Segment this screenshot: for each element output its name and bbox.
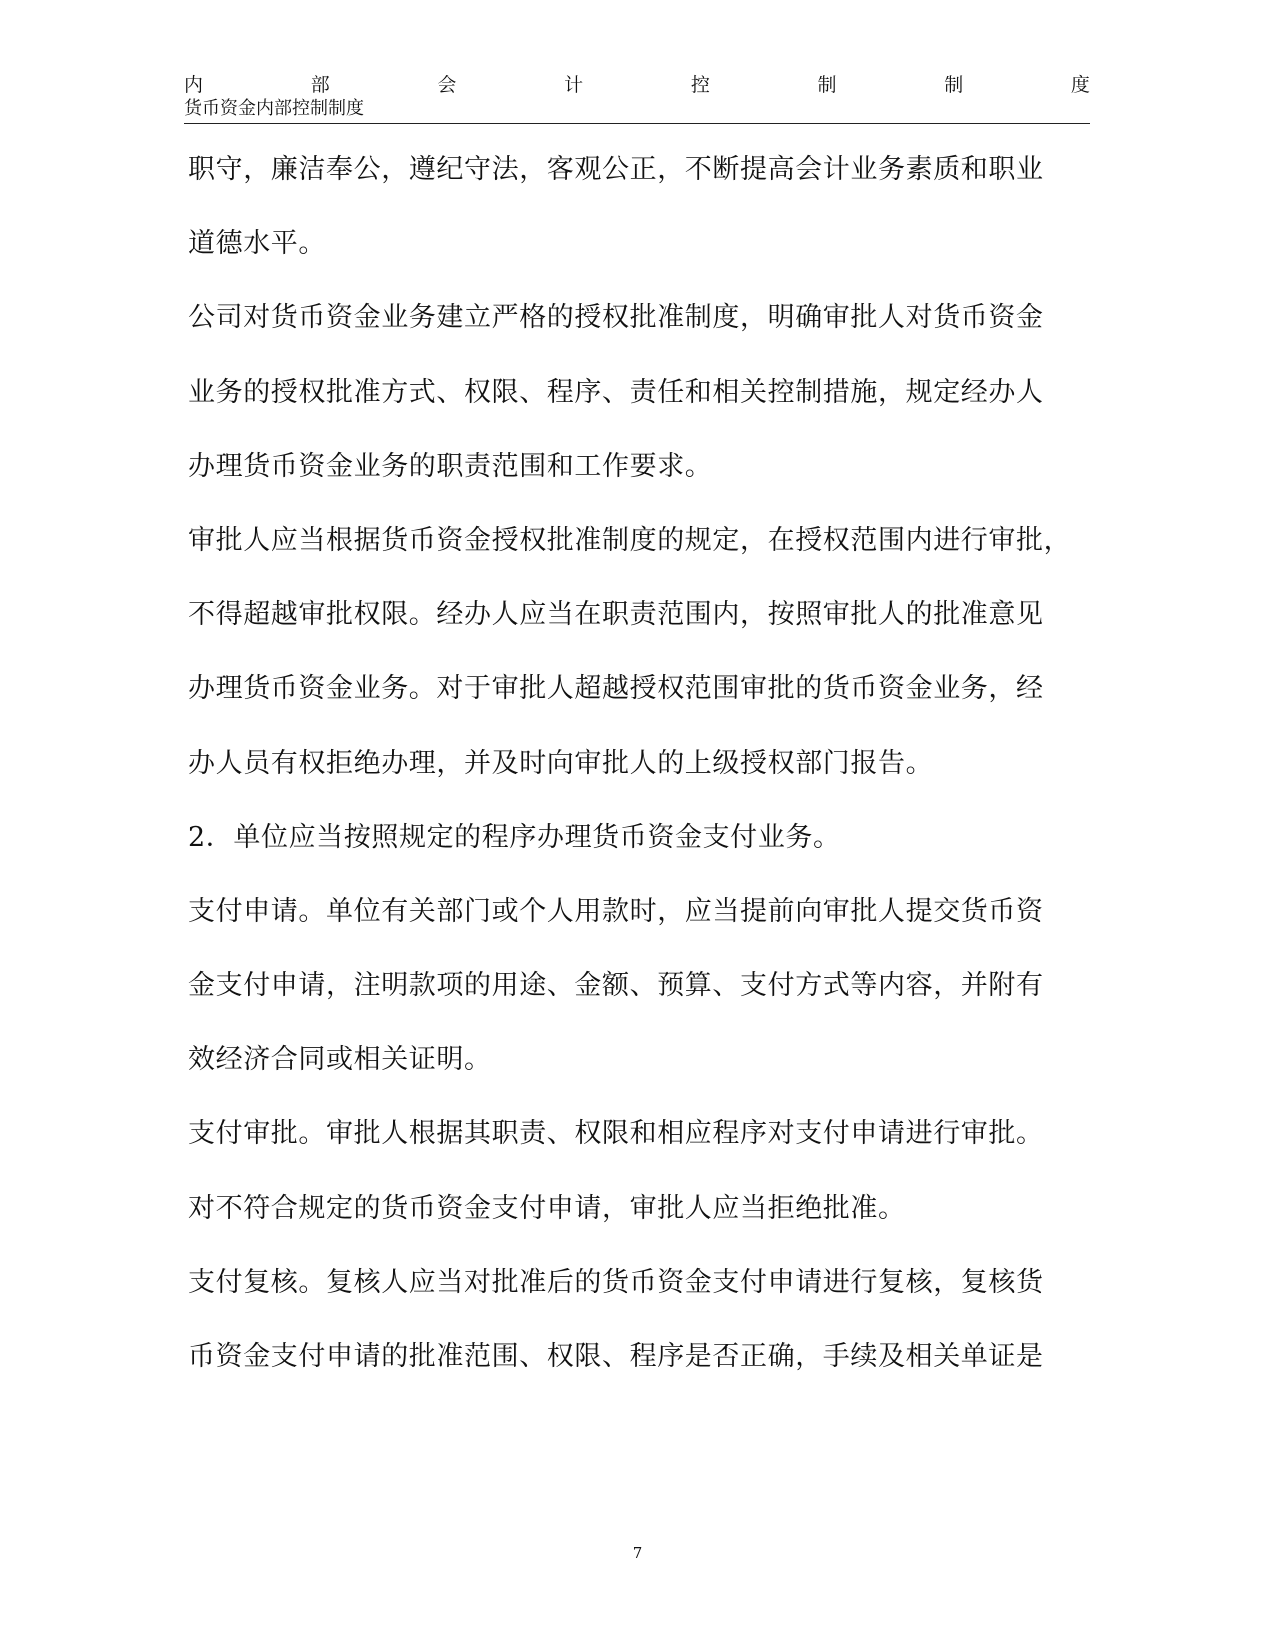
body-line: 办人员有权拒绝办理，并及时向审批人的上级授权部门报告。 [188, 747, 934, 779]
header-divider [184, 123, 1090, 124]
body-text [188, 145, 1100, 1406]
body-line: 支付申请。单位有关部门或个人用款时，应当提前向审批人提交货币资 [188, 895, 1044, 927]
body-line: 公司对货币资金业务建立严格的授权批准制度，明确审批人对货币资金 [188, 302, 1044, 334]
body-line: 支付审批。审批人根据其职责、权限和相应程序对支付申请进行审批。 [188, 1118, 1044, 1150]
page-number: 7 [632, 1544, 643, 1562]
body-line: 职守，廉洁奉公，遵纪守法，客观公正，不断提高会计业务素质和职业 [188, 154, 1044, 185]
body-line: 不得超越审批权限。经办人应当在职责范围内，按照审批人的批准意见 [188, 599, 1044, 631]
body-line: 道德水平。 [188, 228, 326, 260]
header-title [184, 72, 1090, 98]
body-line: 办理货币资金业务。对于审批人超越授权范围审批的货币资金业务，经 [188, 673, 1044, 705]
header-title-char: 内 [184, 74, 204, 96]
body-line: 币资金支付申请的批准范围、权限、程序是否正确，手续及相关单证是 [188, 1341, 1044, 1372]
page-header [184, 72, 1090, 120]
body-line: 业务的授权批准方式、权限、程序、责任和相关控制措施，规定经办人 [188, 376, 1044, 408]
header-title-char: 制 [817, 74, 837, 96]
body-line: 效经济合同或相关证明。 [188, 1044, 492, 1076]
header-title-char: 控 [690, 74, 710, 96]
header-title-char: 计 [564, 74, 584, 96]
header-title-char: 度 [1070, 74, 1090, 96]
header-title-char: 会 [437, 74, 457, 96]
body-line: 审批人应当根据货币资金授权批准制度的规定，在授权范围内进行审批， [188, 524, 1072, 556]
header-subtitle: 货币资金内部控制制度 [184, 98, 364, 119]
body-line: 办理货币资金业务的职责范围和工作要求。 [188, 450, 713, 482]
body-line: 金支付申请，注明款项的用途、金额、预算、支付方式等内容，并附有 [188, 970, 1044, 1002]
header-title-char: 部 [310, 74, 330, 96]
header-title-char: 制 [944, 74, 964, 96]
body-line: 对不符合规定的货币资金支付申请，审批人应当拒绝批准。 [188, 1192, 906, 1224]
body-line: 支付复核。复核人应当对批准后的货币资金支付申请进行复核，复核货 [188, 1266, 1044, 1298]
body-line: 2．单位应当按照规定的程序办理货币资金支付业务。 [188, 821, 841, 853]
